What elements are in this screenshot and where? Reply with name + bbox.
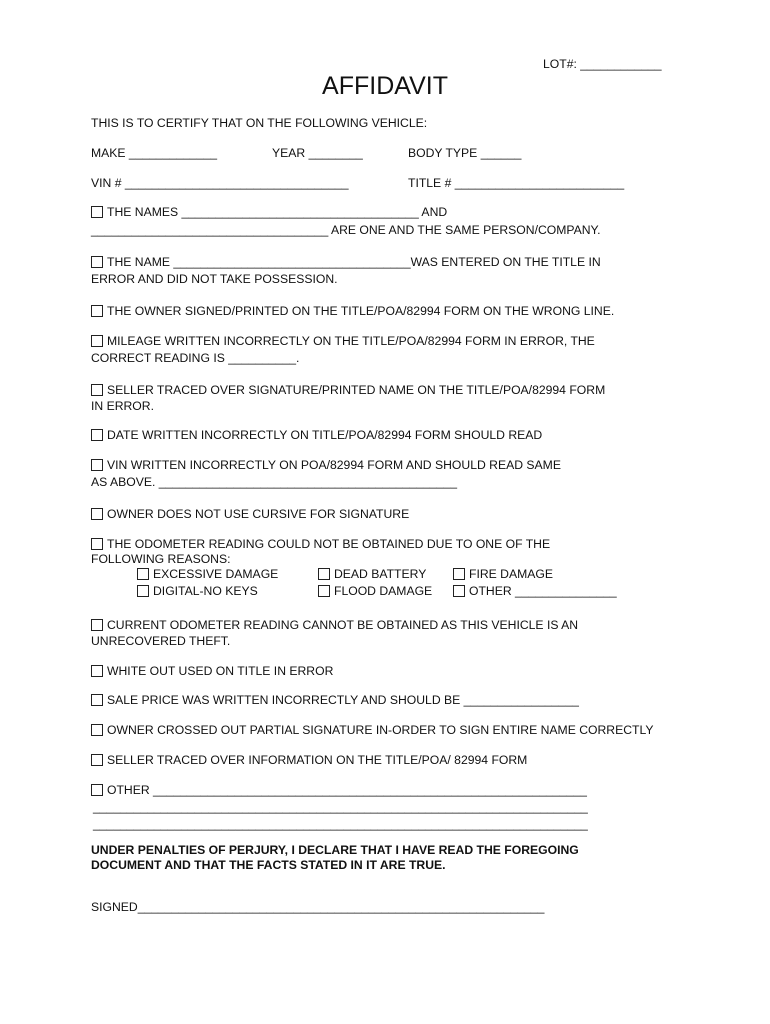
- sale-price-checkbox[interactable]: [91, 694, 103, 706]
- mileage-line-2: CORRECT READING IS __________.: [91, 351, 300, 365]
- name-error-line-2: ERROR AND DID NOT TAKE POSSESSION.: [91, 272, 338, 286]
- cursive-checkbox[interactable]: [91, 508, 103, 520]
- other-line-2[interactable]: _________________________________________________________________________: [93, 800, 588, 814]
- vin-field[interactable]: VIN # _________________________________: [91, 176, 349, 190]
- seller-info-checkbox[interactable]: [91, 754, 103, 766]
- crossed-out-checkbox[interactable]: [91, 724, 103, 736]
- excessive-damage-checkbox[interactable]: [137, 568, 149, 580]
- whiteout-checkbox[interactable]: [91, 665, 103, 677]
- digital-no-keys-checkbox[interactable]: [137, 585, 149, 597]
- date-written-text: DATE WRITTEN INCORRECTLY ON TITLE/POA/82994 FORM SHOULD READ: [107, 428, 543, 442]
- seller-info-text: SELLER TRACED OVER INFORMATION ON THE TITLE/POA/ 82994 FORM: [107, 753, 528, 767]
- dead-battery-checkbox[interactable]: [318, 568, 330, 580]
- names-checkbox[interactable]: [91, 206, 103, 218]
- name-error-checkbox[interactable]: [91, 256, 103, 268]
- names-line-1: THE NAMES ___________________________________ AND: [107, 205, 448, 219]
- other-line-3[interactable]: _________________________________________________________________________: [93, 817, 588, 831]
- declaration-line-2: DOCUMENT AND THAT THE FACTS STATED IN IT ARE TRUE.: [91, 858, 446, 872]
- cursive-text: OWNER DOES NOT USE CURSIVE FOR SIGNATURE: [107, 507, 410, 521]
- theft-line-2: UNRECOVERED THEFT.: [91, 634, 231, 648]
- fire-damage-label: FIRE DAMAGE: [469, 567, 553, 581]
- page-title: AFFIDAVIT: [322, 72, 448, 100]
- lot-number-field[interactable]: LOT#: ____________: [543, 57, 662, 71]
- whiteout-text: WHITE OUT USED ON TITLE IN ERROR: [107, 664, 334, 678]
- odometer-line-1: THE ODOMETER READING COULD NOT BE OBTAINED DUE TO ONE OF THE: [107, 537, 551, 551]
- odometer-checkbox[interactable]: [91, 538, 103, 550]
- seller-signature-checkbox[interactable]: [91, 384, 103, 396]
- sale-price-text: SALE PRICE WAS WRITTEN INCORRECTLY AND SHOULD BE _________________: [107, 693, 579, 707]
- flood-damage-label: FLOOD DAMAGE: [334, 584, 433, 598]
- crossed-out-text: OWNER CROSSED OUT PARTIAL SIGNATURE IN-ORDER TO SIGN ENTIRE NAME CORRECTLY: [107, 723, 654, 737]
- theft-line-1: CURRENT ODOMETER READING CANNOT BE OBTAINED AS THIS VEHICLE IS AN: [107, 618, 579, 632]
- declaration-line-1: UNDER PENALTIES OF PERJURY, I DECLARE THAT I HAVE READ THE FOREGOING: [91, 843, 579, 857]
- theft-checkbox[interactable]: [91, 619, 103, 631]
- wrong-line-checkbox[interactable]: [91, 305, 103, 317]
- make-field[interactable]: MAKE _____________: [91, 146, 218, 160]
- odometer-line-2: FOLLOWING REASONS:: [91, 552, 231, 566]
- other-reason-checkbox[interactable]: [453, 585, 465, 597]
- vin-written-checkbox[interactable]: [91, 459, 103, 471]
- mileage-checkbox[interactable]: [91, 335, 103, 347]
- body-type-field[interactable]: BODY TYPE ______: [408, 146, 522, 160]
- date-written-checkbox[interactable]: [91, 429, 103, 441]
- seller-signature-line-2: IN ERROR.: [91, 399, 154, 413]
- title-number-field[interactable]: TITLE # _________________________: [408, 176, 625, 190]
- fire-damage-checkbox[interactable]: [453, 568, 465, 580]
- signature-field[interactable]: SIGNED____________________________________________________________: [91, 900, 545, 914]
- excessive-damage-label: EXCESSIVE DAMAGE: [153, 567, 279, 581]
- other-line-1[interactable]: OTHER ________________________________________________________________: [107, 783, 587, 797]
- name-error-line-1: THE NAME ___________________________________WAS ENTERED ON THE TITLE IN: [107, 255, 601, 269]
- mileage-line-1: MILEAGE WRITTEN INCORRECTLY ON THE TITLE/POA/82994 FORM IN ERROR, THE: [107, 334, 595, 348]
- wrong-line-text: THE OWNER SIGNED/PRINTED ON THE TITLE/POA/82994 FORM ON THE WRONG LINE.: [107, 304, 615, 318]
- digital-no-keys-label: DIGITAL-NO KEYS: [153, 584, 258, 598]
- flood-damage-checkbox[interactable]: [318, 585, 330, 597]
- dead-battery-label: DEAD BATTERY: [334, 567, 427, 581]
- intro-text: THIS IS TO CERTIFY THAT ON THE FOLLOWING VEHICLE:: [91, 116, 428, 130]
- names-line-2: ___________________________________ ARE ONE AND THE SAME PERSON/COMPANY.: [91, 223, 601, 237]
- seller-signature-line-1: SELLER TRACED OVER SIGNATURE/PRINTED NAME ON THE TITLE/POA/82994 FORM: [107, 383, 606, 397]
- vin-written-line-1: VIN WRITTEN INCORRECTLY ON POA/82994 FORM AND SHOULD READ SAME: [107, 458, 561, 472]
- other-checkbox[interactable]: [91, 784, 103, 796]
- vin-written-line-2: AS ABOVE. ____________________________________________: [91, 475, 457, 489]
- year-field[interactable]: YEAR ________: [272, 146, 363, 160]
- other-reason-label[interactable]: OTHER _______________: [469, 584, 617, 598]
